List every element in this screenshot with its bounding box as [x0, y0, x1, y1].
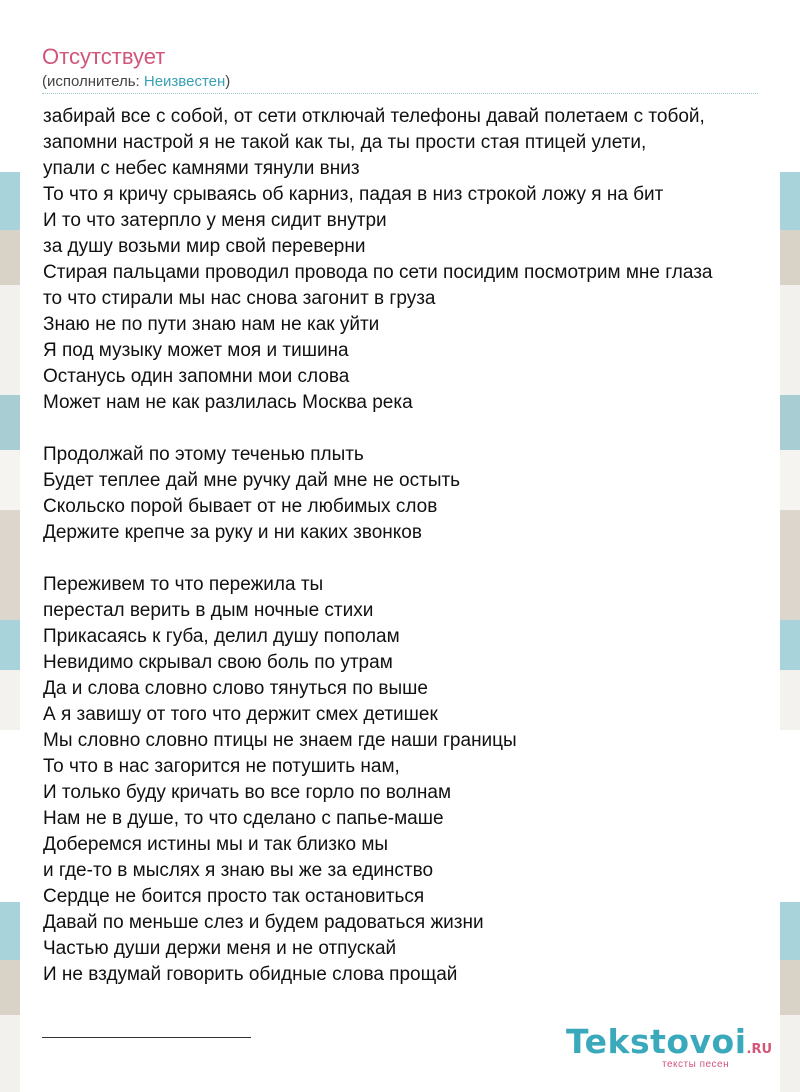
lyric-line: запомни настрой я не такой как ты, да ты прости стая птицей улети,: [43, 132, 647, 153]
lyric-line: забирай все с собой, от сети отключай телефоны давай полетаем с тобой,: [43, 106, 705, 127]
lyrics-stanza-3: [43, 572, 763, 988]
logo-tld: .RU: [746, 1042, 773, 1057]
lyric-line: То что в нас загорится не потушить нам,: [43, 756, 400, 777]
lyrics-stanza-2: [43, 442, 763, 546]
lyric-line: Невидимо скрывал свою боль по утрам: [43, 652, 393, 673]
lyric-line: Продолжай по этому теченью плыть: [43, 444, 364, 465]
artist-suffix: ): [225, 73, 231, 90]
lyric-line: Скольско порой бывает от не любимых слов: [43, 496, 438, 517]
lyric-line: Частью души держи меня и не отпускай: [43, 938, 397, 959]
lyric-line: Сердце не боится просто так остановиться: [43, 886, 425, 907]
lyric-line: Стирая пальцами проводил провода по сети посидим посмотрим мне глаза: [43, 262, 713, 283]
lyric-line: Мы словно словно птицы не знаем где наши границы: [43, 730, 517, 751]
logo-tagline: тексты песен: [662, 1059, 730, 1070]
lyric-line: Знаю не по пути знаю нам не как уйти: [43, 314, 380, 335]
lyric-line: перестал верить в дым ночные стихи: [43, 600, 374, 621]
lyric-line: Может нам не как разлилась Москва река: [43, 392, 413, 413]
lyric-line: Останусь один запомни мои слова: [43, 366, 350, 387]
header-divider: [42, 93, 758, 94]
lyric-line: и где-то в мыслях я знаю вы же за единство: [43, 860, 434, 881]
lyric-line: Будет теплее дай мне ручку дай мне не остыть: [43, 470, 461, 491]
footer-divider: [42, 1037, 251, 1038]
lyrics-body: [43, 104, 763, 1014]
lyric-line: Давай по меньше слез и будем радоваться жизни: [43, 912, 484, 933]
lyric-line: за душу возьми мир свой переверни: [43, 236, 366, 257]
lyric-line: То что я кричу срываясь об карниз, падая в низ строкой ложу я на бит: [43, 184, 664, 205]
lyrics-stanza-1: [43, 104, 763, 416]
lyric-line: А я завишу от того что держит смех детишек: [43, 704, 438, 725]
artist-prefix: (исполнитель:: [42, 73, 144, 90]
lyric-line: И только буду кричать во все горло по волнам: [43, 782, 452, 803]
lyric-line: Доберемся истины мы и так близко мы: [43, 834, 389, 855]
lyric-line: Я под музыку может моя и тишина: [43, 340, 349, 361]
lyric-line: И то что затерпло у меня сидит внутри: [43, 210, 387, 231]
lyric-line: Нам не в душе, то что сделано с папье-маше: [43, 808, 444, 829]
song-title: Отсутствует: [42, 44, 166, 69]
lyric-line: Держите крепче за руку и ни каких звонков: [43, 522, 422, 543]
lyric-line: упали с небес камнями тянули вниз: [43, 158, 360, 179]
lyric-line: Переживем то что пережила ты: [43, 574, 324, 595]
lyric-line: И не вздумай говорить обидные слова прощай: [43, 964, 458, 985]
artist-link[interactable]: Неизвестен: [143, 73, 226, 90]
lyric-line: Да и слова словно слово тянуться по выше: [43, 678, 428, 699]
logo-wordmark: Tekstovoi: [566, 1022, 747, 1061]
artist-line: [42, 72, 230, 92]
site-logo[interactable]: [566, 1023, 776, 1073]
lyric-line: то что стирали мы нас снова загонит в груза: [43, 288, 436, 309]
lyric-line: Прикасаясь к губа, делил душу пополам: [43, 626, 400, 647]
